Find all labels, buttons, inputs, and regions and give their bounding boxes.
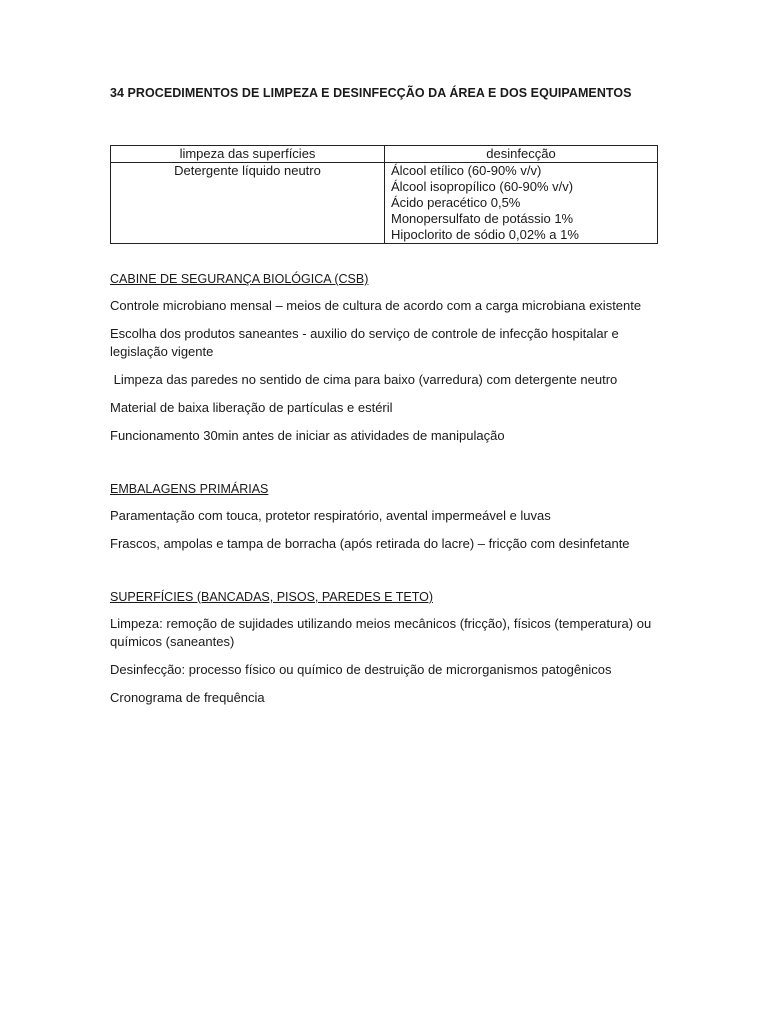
section-csb [110, 271, 658, 445]
paragraph: Limpeza das paredes no sentido de cima para baixo (varredura) com detergente neutro [110, 372, 618, 387]
section-heading: SUPERFÍCIES (BANCADAS, PISOS, PAREDES E TETO) [110, 590, 433, 604]
paragraph: Desinfecção: processo físico ou químico de destruição de microrganismos patogênicos [110, 662, 612, 677]
disinfectant-item: Hipoclorito de sódio 0,02% a 1% [391, 227, 579, 242]
document-page [110, 86, 658, 717]
section-heading: CABINE DE SEGURANÇA BIOLÓGICA (CSB) [110, 272, 369, 286]
disinfectant-item: Monopersulfato de potássio 1% [391, 211, 574, 226]
section-heading: EMBALAGENS PRIMÁRIAS [110, 482, 269, 496]
paragraph: Funcionamento 30min antes de iniciar as atividades de manipulação [110, 428, 505, 443]
paragraph: Escolha dos produtos saneantes - auxilio do serviço de controle de infecção hospitalar e legislação vigente [110, 326, 619, 359]
document-title: 34 PROCEDIMENTOS DE LIMPEZA E DESINFECÇÃO DA ÁREA E DOS EQUIPAMENTOS [110, 86, 632, 100]
paragraph: Cronograma de frequência [110, 690, 265, 705]
section-superficies [110, 589, 658, 707]
table-header-disinfection: desinfecção [385, 146, 658, 163]
paragraph: Frascos, ampolas e tampa de borracha (após retirada do lacre) – fricção com desinfetante [110, 536, 630, 551]
table-cell-cleaning: Detergente líquido neutro [111, 163, 385, 244]
disinfectant-item: Ácido peracético 0,5% [391, 195, 521, 210]
disinfectant-item: Álcool isopropílico (60-90% v/v) [391, 179, 574, 194]
paragraph: Controle microbiano mensal – meios de cultura de acordo com a carga microbiana existente [110, 298, 642, 313]
procedures-table [110, 145, 658, 244]
table-cell-disinfection [385, 163, 658, 244]
paragraph: Paramentação com touca, protetor respiratório, avental impermeável e luvas [110, 508, 551, 523]
section-embalagens [110, 481, 658, 553]
paragraph: Limpeza: remoção de sujidades utilizando meios mecânicos (fricção), físicos (temperatura) ou químicos (saneantes) [110, 616, 652, 649]
table-header-cleaning: limpeza das superfícies [111, 146, 385, 163]
disinfectant-item: Álcool etílico (60-90% v/v) [391, 163, 542, 178]
table-row [111, 163, 658, 244]
table-header-row [111, 146, 658, 163]
paragraph: Material de baixa liberação de partículas e estéril [110, 400, 393, 415]
